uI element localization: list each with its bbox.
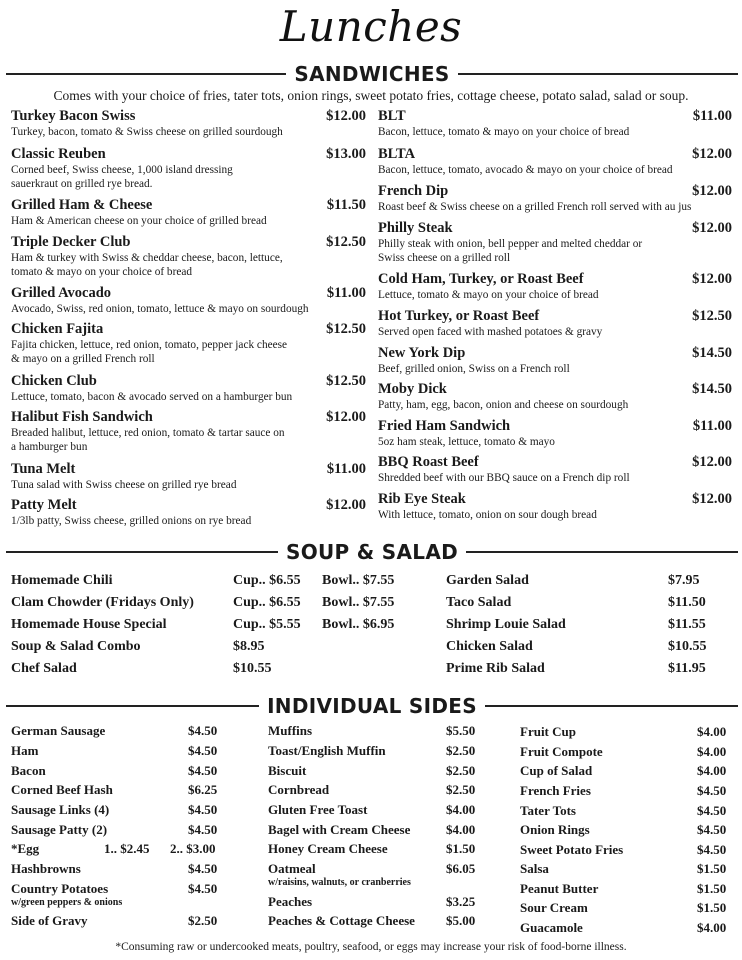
sandwich-price: $12.00 (692, 271, 732, 287)
sandwich-name: Moby Dick (378, 381, 447, 397)
side-price: $6.25 (188, 782, 218, 797)
sandwich-item (11, 285, 366, 316)
sandwich-description: sauerkraut on grilled rye bread. (11, 178, 153, 190)
sandwich-price: $11.50 (326, 197, 366, 213)
side-price: $5.00 (446, 913, 476, 928)
sandwich-item (11, 497, 366, 528)
sandwich-name: Philly Steak (378, 220, 453, 236)
sandwich-price: $11.00 (692, 108, 732, 124)
sandwich-item (11, 409, 366, 454)
sandwich-description: tomato & mayo on your choice of bread (11, 266, 193, 278)
sandwich-description: Ham & American cheese on your choice of grilled bread (11, 215, 267, 227)
sandwich-name: BLT (378, 108, 406, 124)
sandwich-name: Halibut Fish Sandwich (11, 409, 153, 425)
sandwich-item (11, 321, 366, 366)
sandwich-item (378, 308, 732, 339)
side-price: $2.50 (446, 763, 476, 778)
side-name: Muffins (268, 723, 313, 738)
divider (6, 73, 286, 75)
side-price: $2.50 (446, 782, 476, 797)
sandwich-description: & mayo on a grilled French roll (11, 353, 155, 365)
side-name: Toast/English Muffin (268, 743, 386, 758)
side-name: Peaches & Cottage Cheese (268, 913, 415, 928)
side-name: Ham (11, 743, 39, 758)
sandwich-name: Tuna Melt (11, 461, 76, 477)
sandwich-description: Served open faced with mashed potatoes & gravy (378, 326, 603, 338)
salad-name: Shrimp Louie Salad (446, 617, 566, 632)
salad-price: $11.95 (668, 661, 706, 676)
sides-header (6, 695, 738, 717)
side-price: $4.50 (188, 802, 218, 817)
sandwich-description: Patty, ham, egg, bacon, onion and cheese on sourdough (378, 399, 629, 411)
sandwich-name: Classic Reuben (11, 146, 106, 162)
sandwich-price: $11.00 (692, 418, 732, 434)
side-price: $4.50 (188, 743, 218, 758)
side-name: Side of Gravy (11, 913, 88, 928)
side-price: $4.50 (697, 842, 727, 857)
sandwich-description: 5oz ham steak, lettuce, tomato & mayo (378, 436, 555, 448)
sandwich-description: Philly steak with onion, bell pepper and melted cheddar or (378, 238, 643, 250)
sandwich-item (378, 381, 732, 412)
soup-name: Soup & Salad Combo (11, 639, 141, 654)
side-price: $1.50 (697, 861, 727, 876)
side-price: $3.25 (446, 894, 476, 909)
food-safety-footnote: *Consuming raw or undercooked meats, poultry, seafood, or eggs may increase your risk of food-borne illness. (115, 941, 627, 953)
sandwich-name: Grilled Avocado (11, 285, 112, 301)
soup-name: Chef Salad (11, 661, 77, 676)
salad-name: Prime Rib Salad (446, 661, 545, 676)
sandwich-name: Hot Turkey, or Roast Beef (378, 308, 540, 324)
side-price: $4.00 (697, 763, 727, 778)
salad-price: $7.95 (668, 573, 700, 588)
section-title: SOUP & SALAD (286, 540, 458, 564)
sandwich-price: $12.50 (326, 373, 366, 389)
side-price: $4.50 (697, 822, 727, 837)
sandwich-item (378, 345, 732, 376)
sandwich-price: $12.50 (326, 321, 366, 337)
side-name: Fruit Cup (520, 724, 576, 739)
side-name: Cornbread (268, 782, 330, 797)
sandwich-name: French Dip (378, 183, 449, 199)
sandwich-item (11, 461, 366, 492)
divider (458, 73, 738, 75)
side-name: Onion Rings (520, 822, 590, 837)
salad-name: Garden Salad (446, 573, 529, 588)
side-name: Tater Tots (520, 803, 576, 818)
side-price: $5.50 (446, 723, 476, 738)
sandwich-description: Beef, grilled onion, Swiss on a French roll (378, 363, 570, 375)
sandwich-item (378, 418, 732, 449)
sandwich-item (378, 146, 732, 177)
divider (6, 551, 278, 553)
side-name: Peaches (268, 894, 313, 909)
soup-cup-price: $8.95 (233, 639, 265, 654)
sandwich-price: $11.00 (326, 461, 366, 477)
egg-option-two: 2.. $3.00 (170, 841, 216, 856)
sandwich-item (11, 197, 366, 228)
side-note: w/raisins, walnuts, or cranberries (268, 877, 411, 888)
side-name: Sausage Links (4) (11, 802, 110, 817)
soup-bowl-price: Bowl.. $6.95 (322, 617, 395, 632)
side-name: Oatmeal (268, 861, 316, 876)
soup-name: Homemade Chili (11, 573, 113, 588)
sandwich-price: $12.00 (326, 497, 366, 513)
sandwich-price: $14.50 (692, 345, 732, 361)
side-price: $2.50 (188, 913, 218, 928)
sandwich-name: Triple Decker Club (11, 234, 131, 250)
side-name: Sausage Patty (2) (11, 822, 108, 837)
side-name: Gluten Free Toast (268, 802, 368, 817)
salad-name: Taco Salad (446, 595, 512, 610)
divider (466, 551, 738, 553)
sandwiches-header (6, 63, 738, 85)
sandwich-description: 1/3lb patty, Swiss cheese, grilled onions on rye bread (11, 515, 252, 527)
side-name: *Egg (11, 841, 40, 856)
sandwich-description: Bacon, lettuce, tomato & mayo on your choice of bread (378, 126, 630, 138)
sandwich-name: Chicken Club (11, 373, 97, 389)
soup-cup-price: Cup.. $6.55 (233, 595, 301, 610)
side-price: $4.50 (188, 822, 218, 837)
side-price: $6.05 (446, 861, 476, 876)
sandwich-name: Patty Melt (11, 497, 77, 513)
side-price: $1.50 (697, 881, 727, 896)
side-price: $4.00 (697, 744, 727, 759)
side-name: Bagel with Cream Cheese (268, 822, 411, 837)
section-title: INDIVIDUAL SIDES (267, 694, 477, 718)
side-name: Guacamole (520, 920, 583, 935)
salad-price: $11.55 (668, 617, 706, 632)
page-title: Lunches (279, 2, 463, 51)
soup-cup-price: Cup.. $5.55 (233, 617, 301, 632)
sandwich-name: BBQ Roast Beef (378, 454, 479, 470)
side-name: Fruit Compote (520, 744, 603, 759)
sandwich-item (11, 108, 366, 139)
sandwich-price: $12.00 (326, 108, 366, 124)
sandwich-description: Shredded beef with our BBQ sauce on a French dip roll (378, 472, 630, 484)
sandwich-description: Tuna salad with Swiss cheese on grilled rye bread (11, 479, 237, 491)
side-price: $4.50 (188, 763, 218, 778)
sandwich-description: Fajita chicken, lettuce, red onion, tomato, pepper jack cheese (11, 339, 288, 351)
sandwich-description: With lettuce, tomato, onion on sour dough bread (378, 509, 597, 521)
soup-cup-price: Cup.. $6.55 (233, 573, 301, 588)
sandwich-description: Breaded halibut, lettuce, red onion, tomato & tartar sauce on (11, 427, 285, 439)
side-name: Salsa (520, 861, 549, 876)
sandwich-item (378, 454, 732, 485)
side-price: $4.50 (697, 783, 727, 798)
sandwich-price: $12.00 (692, 491, 732, 507)
egg-option-one: 1.. $2.45 (104, 841, 150, 856)
sandwich-item (378, 220, 732, 265)
side-price: $4.50 (188, 881, 218, 896)
side-note: w/green peppers & onions (11, 897, 123, 908)
side-name: German Sausage (11, 723, 106, 738)
side-name: Sweet Potato Fries (520, 842, 624, 857)
soup-name: Homemade House Special (11, 617, 167, 632)
sandwich-name: Chicken Fajita (11, 321, 104, 337)
side-name: Hashbrowns (11, 861, 81, 876)
sandwich-item (378, 108, 732, 139)
sandwich-description: Roast beef & Swiss cheese on a grilled French roll served with au jus (378, 201, 692, 213)
sandwich-price: $12.00 (692, 220, 732, 236)
sandwich-description: Turkey, bacon, tomato & Swiss cheese on grilled sourdough (11, 126, 283, 138)
sandwich-item (11, 146, 366, 191)
sandwich-name: BLTA (378, 146, 416, 162)
sandwich-name: Grilled Ham & Cheese (11, 197, 153, 213)
side-price: $4.00 (446, 822, 476, 837)
sandwich-item (378, 491, 732, 522)
side-name: Country Potatoes (11, 881, 109, 896)
sandwich-item (11, 234, 366, 279)
side-name: Bacon (11, 763, 46, 778)
salad-name: Chicken Salad (446, 639, 533, 654)
sandwich-name: Turkey Bacon Swiss (11, 108, 136, 124)
side-price: $1.50 (446, 841, 476, 856)
section-title: SANDWICHES (294, 62, 450, 86)
side-price: $4.50 (697, 803, 727, 818)
soup-salad-header (6, 541, 738, 563)
side-price: $4.50 (188, 861, 218, 876)
sandwich-price: $12.00 (326, 409, 366, 425)
side-name: Honey Cream Cheese (268, 841, 388, 856)
sandwich-description: Bacon, lettuce, tomato, avocado & mayo on your choice of bread (378, 164, 673, 176)
sandwich-item (11, 373, 366, 404)
soup-name: Clam Chowder (Fridays Only) (11, 595, 194, 610)
soup-bowl-price: Bowl.. $7.55 (322, 573, 395, 588)
sandwich-description: Lettuce, tomato, bacon & avocado served on a hamburger bun (11, 391, 293, 403)
side-name: Peanut Butter (520, 881, 599, 896)
side-price: $4.00 (446, 802, 476, 817)
side-name: Corned Beef Hash (11, 782, 113, 797)
sandwich-price: $14.50 (692, 381, 732, 397)
divider (485, 705, 738, 707)
soup-bowl-price: Bowl.. $7.55 (322, 595, 395, 610)
sandwich-description: Ham & turkey with Swiss & cheddar cheese, bacon, lettuce, (11, 252, 283, 264)
side-name: Sour Cream (520, 900, 588, 915)
sandwich-description: Avocado, Swiss, red onion, tomato, lettuce & mayo on sourdough (11, 303, 309, 315)
sandwich-description: Swiss cheese on a grilled roll (378, 252, 511, 264)
sandwich-price: $12.50 (692, 308, 732, 324)
sandwich-price: $11.00 (326, 285, 366, 301)
soup-cup-price: $10.55 (233, 661, 272, 676)
side-price: $4.00 (697, 724, 727, 739)
sandwich-description: Lettuce, tomato & mayo on your choice of bread (378, 289, 599, 301)
side-price: $4.50 (188, 723, 218, 738)
side-price: $2.50 (446, 743, 476, 758)
side-name: French Fries (520, 783, 591, 798)
side-price: $1.50 (697, 900, 727, 915)
salad-price: $10.55 (668, 639, 707, 654)
sandwich-description: Corned beef, Swiss cheese, 1,000 island dressing (11, 164, 233, 176)
sandwich-name: Rib Eye Steak (378, 491, 466, 507)
sandwich-price: $12.50 (326, 234, 366, 250)
side-name: Biscuit (268, 763, 307, 778)
sandwich-item (378, 271, 732, 302)
salad-price: $11.50 (668, 595, 706, 610)
sandwich-name: New York Dip (378, 345, 466, 361)
sandwich-description: a hamburger bun (11, 441, 88, 453)
sandwich-price: $13.00 (326, 146, 366, 162)
sandwich-item (378, 183, 732, 214)
sandwiches-intro: Comes with your choice of fries, tater tots, onion rings, sweet potato fries, cottage cheese, potato salad, salad or soup. (53, 88, 689, 103)
side-name: Cup of Salad (520, 763, 593, 778)
divider (6, 705, 259, 707)
sandwich-name: Cold Ham, Turkey, or Roast Beef (378, 271, 584, 287)
sandwich-name: Fried Ham Sandwich (378, 418, 511, 434)
side-price: $4.00 (697, 920, 727, 935)
sandwich-price: $12.00 (692, 183, 732, 199)
sandwich-price: $12.00 (692, 454, 732, 470)
sandwich-price: $12.00 (692, 146, 732, 162)
